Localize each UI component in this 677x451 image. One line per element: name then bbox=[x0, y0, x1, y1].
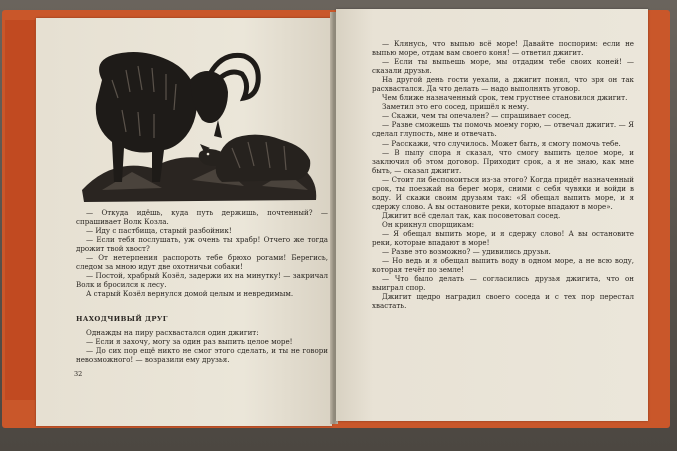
goat-and-wolf-woodcut-icon bbox=[72, 40, 326, 210]
paragraph: — Разве это возможно? — удивились друзья. bbox=[382, 247, 551, 257]
chapter-title: НАХОДЧИВЫЙ ДРУГ bbox=[76, 315, 168, 323]
paragraph: Чем ближе назначенный срок, тем грустнее становился джигит. bbox=[382, 93, 628, 103]
paragraph: — Разве сможешь ты помочь моему горю, — отвечал джигит. — Я сделал глупость, мне и отвечать. bbox=[372, 120, 634, 139]
paragraph: — В пылу спора я сказал, что смогу выпить целое море, и заключил об этом договор. Приходит срок, а я не знаю, как мне быть, — сказал джигит. bbox=[372, 147, 634, 175]
paragraph: — От нетерпения распороть тебе брюхо рогами! Берегись, следом за мною идут две охотничьи собаки! bbox=[76, 253, 328, 272]
right-page bbox=[336, 9, 648, 421]
left-page-text-top bbox=[76, 208, 328, 298]
paragraph: На другой день гости уехали, а джигит понял, что зря он так расхвастался. Да что делать — надо выполнять уговор. bbox=[372, 75, 634, 94]
paragraph: Заметил это его сосед, пришёл к нему. bbox=[382, 102, 530, 112]
paragraph: — До сих пор ещё никто не смог этого сделать, и ты не говори невозможного! — возразили ему друзья. bbox=[76, 346, 328, 365]
paragraph: — Скажи, чем ты опечален? — спрашивает сосед. bbox=[382, 111, 572, 121]
paragraph: Однажды на пиру расхвастался один джигит: bbox=[86, 328, 259, 337]
paragraph: — Клянусь, что выпью всё море! Давайте поспорим: если не выпью море, отдам вам своего коня! — ответил джигит. bbox=[372, 39, 634, 58]
paragraph: — Но ведь и я обещал выпить воду в одном море, а не всю воду, которая течёт по земле! bbox=[372, 256, 634, 275]
left-page bbox=[36, 18, 332, 426]
page-number: 32 bbox=[74, 370, 83, 378]
paragraph: — Если я захочу, могу за один раз выпить целое море! bbox=[86, 337, 293, 347]
cover-edge bbox=[5, 20, 35, 400]
paragraph: Джигит щедро наградил своего соседа и с тех пор перестал хвастать. bbox=[372, 292, 634, 311]
paragraph: Он крикнул спорщикам: bbox=[382, 219, 475, 229]
paragraph: — Стоит ли беспокоиться из-за этого? Когда придёт назначенный срок, ты поезжай на берег моря, сними с себя чувяки и войди в воду. И скажи своим друзьям так: «Я обещал выпить море, и я сдержу слово. А вы остановите реки, которые впадают в море». bbox=[372, 174, 634, 211]
paragraph: — Если тебя послушать, уж очень ты храбр! Отчего же тогда дрожит твой хвост? bbox=[76, 235, 328, 254]
right-page-text bbox=[372, 39, 634, 310]
paragraph: Джигит всё сделал так, как посоветовал сосед. bbox=[382, 210, 561, 220]
paragraph: — Откуда идёшь, куда путь держишь, почтенный? — спрашивает Волк Козла. bbox=[76, 208, 328, 227]
paragraph: — Если ты выпьешь море, мы отдадим тебе своих коней! — сказали друзья. bbox=[372, 57, 634, 76]
paragraph: — Расскажи, что случилось. Может быть, я смогу помочь тебе. bbox=[382, 138, 621, 148]
paragraph: — Постой, храбрый Козёл, задержи их на минутку! — закричал Волк и бросился к лесу. bbox=[76, 271, 328, 290]
paragraph: — Иду с пастбища, старый разбойник! bbox=[86, 226, 232, 236]
paragraph: — Я обещал выпить море, и я сдержу слово! А вы остановите реки, которые впадают в море! bbox=[372, 228, 634, 248]
paragraph: — Что было делать — согласились друзья джигита, что он выиграл спор. bbox=[372, 274, 634, 293]
paragraph: А старый Козёл вернулся домой целым и невредимым. bbox=[86, 289, 294, 299]
left-page-text-bottom bbox=[76, 328, 328, 364]
